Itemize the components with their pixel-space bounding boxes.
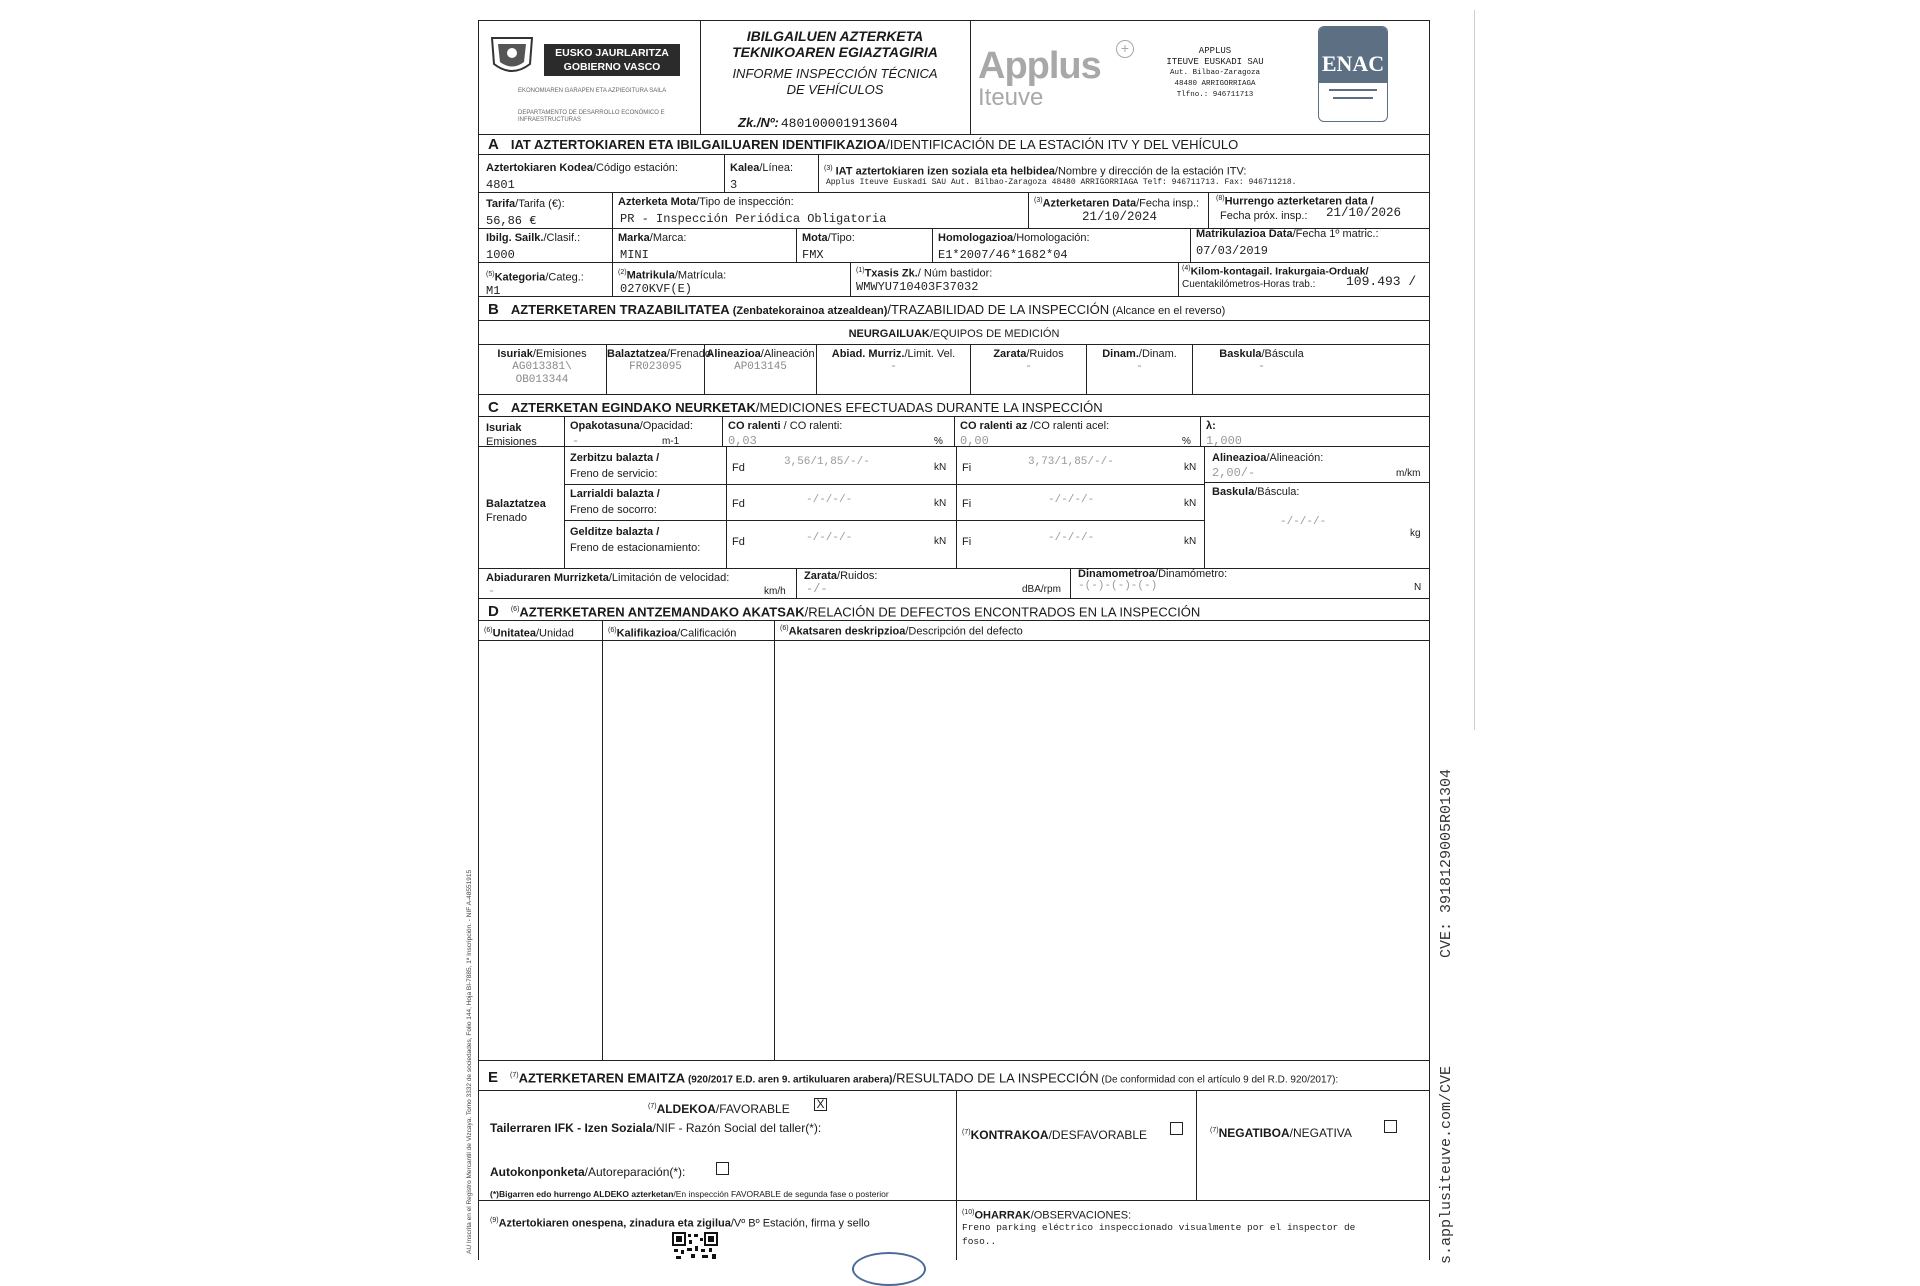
divider xyxy=(818,154,819,192)
equipment-id: - xyxy=(1136,361,1143,373)
equipment-id: - xyxy=(1025,361,1032,373)
government-logo-box xyxy=(544,44,680,76)
equipment-label: Balaztatzea/Frenado xyxy=(607,348,711,360)
enac-accreditation-logo xyxy=(1318,26,1388,122)
divider xyxy=(1190,228,1191,262)
section-b-header: B AZTERKETAREN TRAZABILITATEA (Zenbatekorainoa atzealdean)/TRAZABILIDAD DE LA INSPECCIÓN (Alcance en el reverso) xyxy=(488,301,1226,318)
equipment-id: OB013344 xyxy=(515,374,569,386)
parking-brake-fd: -/-/-/- xyxy=(806,532,853,544)
next-inspection-label-es: Fecha próx. insp.: xyxy=(1220,210,1308,222)
noise: -/- xyxy=(806,582,828,596)
report-number-value: 480100001913604 xyxy=(780,116,898,131)
observations-text-line2: foso.. xyxy=(962,1236,997,1247)
fd-label: Fd xyxy=(732,462,745,474)
classification: 1000 xyxy=(486,248,515,262)
alignment-label: Alineazioa/Alineación: xyxy=(1212,452,1324,464)
equipment-cell xyxy=(970,344,1086,394)
homologation-label: Homologazioa/Homologación: xyxy=(938,232,1090,244)
negative-checkbox[interactable] xyxy=(1384,1120,1397,1133)
braking-label-es: Frenado xyxy=(486,512,527,524)
divider xyxy=(1200,416,1201,446)
divider xyxy=(478,620,1430,621)
report-title xyxy=(700,28,970,98)
divider xyxy=(478,568,1430,569)
station-signature-label: $^{(9)}$Aztertokiaren onespena, zinadura eta zigilua/Vº Bº Estación, firma y sello xyxy=(490,1217,870,1230)
divider xyxy=(726,446,727,568)
divider xyxy=(478,394,1430,395)
title-eu-line2: TEKNIKOAREN EGIAZTAGIRIA xyxy=(732,44,938,60)
emissions-label-es: Emisiones xyxy=(486,436,537,448)
lambda-label: λ: xyxy=(1206,420,1216,432)
speed-limiter-unit: km/h xyxy=(764,586,786,597)
divider xyxy=(1204,446,1205,568)
noise-unit: dBA/rpm xyxy=(1022,584,1061,595)
station-code: 4801 xyxy=(486,178,515,192)
inspection-type-label: Azterketa Mota/Tipo de inspección: xyxy=(618,196,794,208)
negative-label: $^{(7)}$NEGATIBOA/NEGATIVA xyxy=(1210,1126,1352,1140)
kn-unit: kN xyxy=(1184,498,1197,509)
emergency-brake-fd: -/-/-/- xyxy=(806,494,853,506)
model-label: Mota/Tipo: xyxy=(802,232,855,244)
fee-label: Tarifa/Tarifa (€): xyxy=(486,198,565,210)
odometer-label-es: Cuentakilómetros-Horas trab.: xyxy=(1182,279,1316,290)
divider xyxy=(564,416,565,568)
station-code-label: Aztertokiaren Kodea/Código estación: xyxy=(486,162,678,174)
defects-unit-header: $^{(6)}$Unitatea/Unidad xyxy=(484,627,574,640)
company-line5: Tlfno.: 946711713 xyxy=(1176,91,1254,99)
braking-label: Balaztatzea xyxy=(486,498,546,510)
co-idle: 0,03 xyxy=(728,434,757,448)
divider xyxy=(564,484,1204,485)
fi-label: Fi xyxy=(962,462,972,474)
inspection-date: 21/10/2024 xyxy=(1082,210,1158,224)
basque-government-emblem xyxy=(486,34,538,78)
favorable-label: $^{(7)}$ALDEKOA/FAVORABLE xyxy=(648,1102,790,1116)
company-line1: APPLUS xyxy=(1198,46,1232,56)
equipment-label: Baskula/Báscula xyxy=(1219,348,1304,360)
applus-logo xyxy=(978,46,1101,110)
divider xyxy=(478,598,1430,599)
favorable-checkbox[interactable]: X xyxy=(814,1098,827,1111)
service-brake-fi: 3,73/1,85/-/- xyxy=(1028,456,1114,468)
section-a-letter: A xyxy=(488,136,499,153)
report-number-label: Zk./Nº: xyxy=(738,115,779,130)
header-divider xyxy=(970,20,971,134)
company-line2: ITEUVE EUSKADI SAU xyxy=(1166,57,1264,67)
registration-date: 07/03/2019 xyxy=(1196,244,1269,258)
emergency-brake-label: Larrialdi balazta / xyxy=(570,488,660,500)
parking-brake-label: Gelditze balazta / xyxy=(570,526,660,538)
divider xyxy=(774,620,775,1060)
speed-limiter-label: Abiaduraren Murrizketa/Limitación de velocidad: xyxy=(486,572,730,584)
next-inspection-date: 21/10/2026 xyxy=(1326,206,1402,220)
equipment-cell xyxy=(704,344,816,394)
equipment-id: - xyxy=(890,361,897,373)
fee: 56,86 € xyxy=(486,214,537,228)
unfavorable-checkbox[interactable] xyxy=(1170,1122,1183,1135)
section-a-title-es: /IDENTIFICACIÓN DE LA ESTACIÓN ITV Y DEL VEHÍCULO xyxy=(886,137,1239,152)
equipment-label: Alineazioa/Alineación xyxy=(706,348,815,360)
divider xyxy=(1070,568,1071,598)
divider xyxy=(478,320,1430,321)
vin-label: $^{(1)}$Txasis Zk./ Núm bastidor: xyxy=(856,267,993,280)
classification-label: Ibilg. Sailk./Clasif.: xyxy=(486,232,581,244)
divider xyxy=(796,228,797,262)
co-accel-label: CO ralenti az /CO ralenti acel: xyxy=(960,420,1110,432)
government-name-eu: EUSKO JAURLARITZA xyxy=(555,47,669,59)
inspection-date-label: $^{(3)}$Azterketaren Data/Fecha insp.: xyxy=(1034,197,1200,210)
noise-label: Zarata/Ruidos: xyxy=(804,570,878,582)
company-address xyxy=(1140,46,1290,101)
equipment-cell xyxy=(606,344,711,394)
odometer: 109.493 / xyxy=(1346,274,1417,289)
service-brake-fd: 3,56/1,85/-/- xyxy=(784,456,870,468)
service-brake-label-es: Freno de servicio: xyxy=(570,468,658,480)
divider xyxy=(478,640,1430,641)
company-line4: 48480 ARRIGORRIAGA xyxy=(1174,80,1256,88)
second-inspection-note: (*)Bigarren edo hurrengo ALDEKO azterketan/En inspección FAVORABLE de segunda fase o posterior xyxy=(490,1189,889,1199)
fd-label: Fd xyxy=(732,536,745,548)
applus-logo-sub: Iteuve xyxy=(978,84,1044,111)
verification-url: s.applusiteuve.com/CVE xyxy=(1438,1065,1455,1264)
equipment-cell xyxy=(816,344,970,394)
co-accel-unit: % xyxy=(1182,436,1191,447)
vin: WMWYU710403F37032 xyxy=(856,280,979,294)
emissions-label: Isuriak xyxy=(486,422,522,434)
divider xyxy=(722,416,723,446)
equipment-id: AG013381\ xyxy=(512,361,572,373)
title-es-line2: DE VEHÍCULOS xyxy=(786,82,884,97)
station-name-label: $^{(3)}$ IAT aztertokiaren izen soziala eta helbidea/Nombre y dirección de la estación ITV: xyxy=(824,165,1247,178)
opacity: - xyxy=(572,434,580,448)
odometer-label: $^{(4)}$Kilom-kontagail. Irakurgaia-Orduak/ xyxy=(1182,265,1369,278)
divider xyxy=(478,1060,1430,1061)
section-e-header: E $^{(7)}$AZTERKETAREN EMAITZA (920/2017 E.D. aren 9. artikuluaren arabera)/RESULTADO DE LA INSPECCIÓN (De conformidad con el artículo 9 del R.D. 920/2017): xyxy=(488,1069,1339,1087)
divider xyxy=(954,416,955,446)
divider xyxy=(956,446,957,568)
divider xyxy=(612,262,613,296)
measuring-equipment-row xyxy=(478,344,1430,394)
qr-code xyxy=(672,1232,718,1260)
kn-unit: kN xyxy=(934,462,947,473)
section-a-header xyxy=(488,137,1238,152)
divider xyxy=(1196,1090,1197,1200)
next-inspection-label: $^{(8)}$Hurrengo azterketaren data / xyxy=(1216,195,1374,208)
divider xyxy=(932,228,933,262)
co-idle-label: CO ralenti / CO ralenti: xyxy=(728,420,843,432)
cve-code: CVE: 3918129005R01304 xyxy=(1438,768,1455,958)
department-es: DEPARTAMENTO DE DESARROLLO ECONÓMICO E INFRAESTRUCTURAS xyxy=(518,110,665,123)
co-idle-unit: % xyxy=(934,436,943,447)
opacity-unit: m-1 xyxy=(662,436,680,447)
page-edge xyxy=(1474,10,1475,730)
opacity-label: Opakotasuna/Opacidad: xyxy=(570,420,693,432)
emergency-brake-fi: -/-/-/- xyxy=(1048,494,1095,506)
model: FMX xyxy=(802,248,824,262)
lambda: 1,000 xyxy=(1206,434,1243,448)
government-name-es: GOBIERNO VASCO xyxy=(563,61,661,73)
divider xyxy=(850,262,851,296)
header-divider xyxy=(478,134,1430,135)
divider xyxy=(478,1200,1430,1201)
equipment-label: Dinam./Dinam. xyxy=(1102,348,1177,360)
parking-brake-fi: -/-/-/- xyxy=(1048,532,1095,544)
section-a-title-eu: IAT AZTERTOKIAREN ETA IBILGAILUAREN IDENTIFIKAZIOA xyxy=(510,137,887,152)
observations-label: $^{(10)}$OHARRAK/OBSERVACIONES: xyxy=(962,1209,1132,1222)
applus-logo-text: Applus xyxy=(978,45,1101,87)
divider xyxy=(956,1090,957,1200)
registry-note: AU Inscrita en el Registro Mercantil de Vizcaya. Tomo 3332 de sociedades, Folio 144, Hoja BI-7885, 1ª Inscripción. - NIF A-48551915 xyxy=(466,869,473,1254)
dynamometer-label: Dinamometroa/Dinamómetro: xyxy=(1078,568,1228,580)
registration-date-label: Matrikulazioa Data/Fecha 1º matric.: xyxy=(1196,228,1379,240)
dynamometer: -(-)-(-)-(-) xyxy=(1078,580,1158,592)
enac-logo-text: ENAC xyxy=(1319,27,1387,83)
divider xyxy=(478,446,1430,447)
divider xyxy=(478,1090,1430,1091)
kn-unit: kN xyxy=(934,498,947,509)
equipment-label: Zarata/Ruidos xyxy=(993,348,1064,360)
equipment-label: Isuriak/Emisiones xyxy=(497,348,587,360)
divider xyxy=(724,154,725,192)
equipment-cell xyxy=(478,344,606,394)
plate-label: $^{(2)}$Matrikula/Matrícula: xyxy=(618,269,727,282)
company-line3: Aut. Bilbao-Zaragoza xyxy=(1169,69,1260,77)
divider xyxy=(564,520,1204,521)
divider xyxy=(478,154,1430,155)
co-accel: 0,00 xyxy=(960,434,989,448)
station-stamp xyxy=(852,1252,926,1286)
category: M1 xyxy=(486,284,501,298)
kn-unit: kN xyxy=(1184,536,1197,547)
unfavorable-label: $^{(7)}$KONTRAKOA/DESFAVORABLE xyxy=(962,1128,1148,1142)
divider xyxy=(612,192,613,228)
service-brake-label: Zerbitzu balazta / xyxy=(570,452,660,464)
dynamometer-unit: N xyxy=(1414,582,1422,593)
self-repair-label: Autokonponketa/Autoreparación(*): xyxy=(490,1165,686,1179)
equipment-cell xyxy=(1086,344,1192,394)
defects-rating-header: $^{(6)}$Kalifikazioa/Calificación xyxy=(608,627,737,640)
brand-label: Marka/Marca: xyxy=(618,232,687,244)
brand: MINI xyxy=(620,248,649,262)
scale-unit: kg xyxy=(1410,528,1421,539)
workshop-label: Tailerraren IFK - Izen Soziala/NIF - Razón Social del taller(*): xyxy=(490,1121,822,1135)
divider xyxy=(478,296,1430,297)
report-number xyxy=(738,114,898,132)
equipment-id: - xyxy=(1258,361,1265,373)
observations-text-line1: Freno parking eléctrico inspeccionado visualmente por el inspector de xyxy=(962,1222,1356,1233)
fi-label: Fi xyxy=(962,536,972,548)
title-es-line1: INFORME INSPECCIÓN TÉCNICA xyxy=(732,66,938,81)
department-eu: EKONOMIAREN GARAPEN ETA AZPIEGITURA SAILA xyxy=(518,88,667,94)
defects-description-header: $^{(6)}$Akatsaren deskripzioa/Descripción del defecto xyxy=(780,625,1023,638)
alignment-unit: m/km xyxy=(1396,468,1421,479)
inspection-line-label: Kalea/Línea: xyxy=(730,162,793,174)
section-c-header: C AZTERKETAN EGINDAKO NEURKETAK/MEDICIONES EFECTUADAS DURANTE LA INSPECCIÓN xyxy=(488,399,1103,416)
speed-limiter: - xyxy=(488,584,496,598)
divider xyxy=(1028,192,1029,228)
measuring-equipment-heading: NEURGAILUAK/EQUIPOS DE MEDICIÓN xyxy=(848,328,1060,340)
divider xyxy=(602,620,603,1060)
divider xyxy=(1208,192,1209,228)
category-label: $^{(5)}$Kategoria/Categ.: xyxy=(486,271,584,284)
homologation: E1*2007/46*1682*04 xyxy=(938,248,1068,262)
equipment-cell xyxy=(1192,344,1330,394)
license-plate: 0270KVF(E) xyxy=(620,282,693,296)
alignment: 2,00/- xyxy=(1212,466,1256,480)
parking-brake-label-es: Freno de estacionamiento: xyxy=(570,542,701,554)
divider xyxy=(796,568,797,598)
divider xyxy=(956,1200,957,1260)
inspection-type: PR - Inspección Periódica Obligatoria xyxy=(620,212,887,226)
equipment-label: Abiad. Murriz./Limit. Vel. xyxy=(831,348,956,360)
equipment-id: FR023095 xyxy=(629,361,682,373)
title-eu-line1: IBILGAILUEN AZTERKETA xyxy=(746,28,924,44)
divider xyxy=(612,228,613,262)
kn-unit: kN xyxy=(934,536,947,547)
fi-label: Fi xyxy=(962,498,972,510)
fd-label: Fd xyxy=(732,498,745,510)
scale: -/-/-/- xyxy=(1280,516,1327,528)
self-repair-checkbox[interactable] xyxy=(716,1162,729,1175)
equipment-id: AP013145 xyxy=(734,361,787,373)
divider xyxy=(1178,262,1179,296)
divider xyxy=(1204,482,1430,483)
section-d-header: D $^{(6)}$AZTERKETAREN ANTZEMANDAKO AKATSAK/RELACIÓN DE DEFECTOS ENCONTRADOS EN LA INSPECCIÓN xyxy=(488,603,1201,621)
kn-unit: kN xyxy=(1184,462,1197,473)
scale-label: Baskula/Báscula: xyxy=(1212,486,1300,498)
inspection-line: 3 xyxy=(730,178,738,192)
emergency-brake-label-es: Freno de socorro: xyxy=(570,504,657,516)
applus-plus-icon: + xyxy=(1116,40,1134,58)
station-name-address: Applus Iteuve Euskadi SAU Aut. Bilbao-Zaragoza 48480 ARRIGORRIAGA Telf: 946711713. Fax: 946711218. xyxy=(826,178,1297,187)
